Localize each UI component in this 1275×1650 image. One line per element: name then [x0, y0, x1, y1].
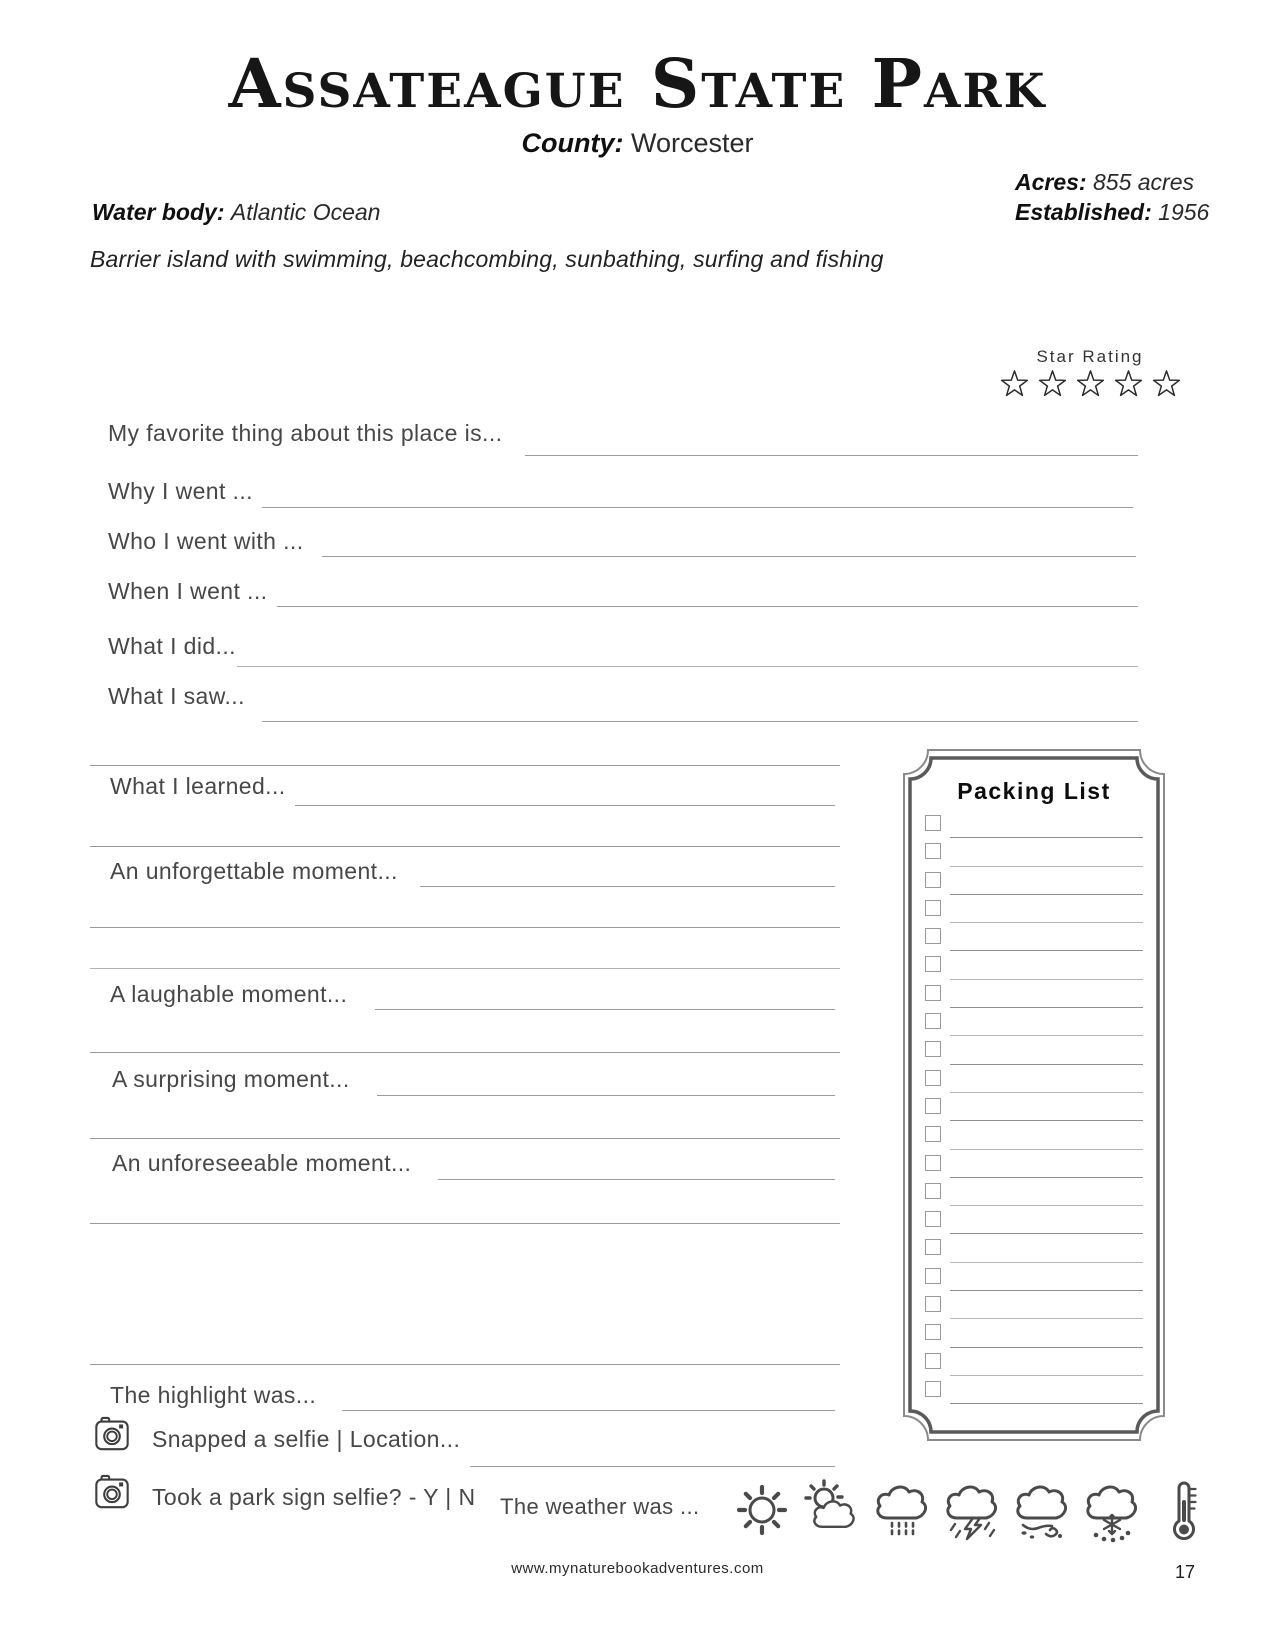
packing-list-row — [925, 1321, 1143, 1349]
packing-list-row — [925, 1208, 1143, 1236]
weather-label: The weather was ... — [500, 1494, 700, 1519]
prompt-unforeseeable: An unforeseeable moment... — [112, 1150, 412, 1176]
packing-list-row — [925, 1067, 1143, 1095]
packing-checkbox[interactable] — [925, 1268, 941, 1284]
star-icon[interactable] — [999, 368, 1030, 404]
packing-list-row — [925, 925, 1143, 953]
packing-item-line[interactable] — [950, 866, 1143, 867]
writing-line-when[interactable] — [277, 606, 1138, 607]
packing-checkbox[interactable] — [925, 1155, 941, 1171]
packing-item-line[interactable] — [950, 950, 1143, 951]
packing-checkbox[interactable] — [925, 1098, 941, 1114]
packing-item-line[interactable] — [950, 1290, 1143, 1291]
acres-value: 855 acres — [1093, 169, 1195, 195]
prompt-laughable: A laughable moment... — [110, 981, 348, 1007]
section-divider — [90, 846, 840, 847]
thermometer-icon[interactable] — [1152, 1478, 1216, 1549]
packing-list-row — [925, 869, 1143, 897]
writing-line-learned[interactable] — [295, 805, 835, 806]
packing-checkbox[interactable] — [925, 1296, 941, 1312]
prompt-saw: What I saw... — [108, 683, 245, 709]
packing-checkbox[interactable] — [925, 1126, 941, 1142]
section-divider — [90, 1052, 840, 1053]
packing-list-row — [925, 1152, 1143, 1180]
selfie-snapped-label: Snapped a selfie | Location... — [152, 1426, 461, 1452]
star-icon[interactable] — [1037, 368, 1068, 404]
acres-row — [1015, 166, 1194, 199]
rain-icon[interactable] — [870, 1478, 934, 1549]
packing-item-line[interactable] — [950, 1007, 1143, 1008]
writing-line-laughable[interactable] — [375, 1009, 835, 1010]
packing-item-line[interactable] — [950, 1403, 1143, 1404]
county-row — [0, 128, 1275, 159]
packing-list-row — [925, 1123, 1143, 1151]
packing-list-row — [925, 897, 1143, 925]
star-rating-label: Star Rating — [1036, 347, 1144, 366]
packing-checkbox[interactable] — [925, 815, 941, 831]
partly-cloudy-icon[interactable] — [800, 1478, 864, 1549]
packing-list-row — [925, 812, 1143, 840]
wind-icon[interactable] — [1010, 1478, 1074, 1549]
packing-item-line[interactable] — [950, 922, 1143, 923]
packing-list — [925, 812, 1143, 1406]
packing-item-line[interactable] — [950, 837, 1143, 838]
packing-list-row — [925, 1378, 1143, 1406]
packing-item-line[interactable] — [950, 1149, 1143, 1150]
packing-item-line[interactable] — [950, 1205, 1143, 1206]
park-description: Barrier island with swimming, beachcombing, sunbathing, surfing and fishing — [90, 246, 884, 272]
packing-list-row — [925, 1038, 1143, 1066]
packing-list-title: Packing List — [957, 778, 1111, 804]
packing-checkbox[interactable] — [925, 843, 941, 859]
star-rating — [940, 368, 1240, 404]
writing-line-selfie-location[interactable] — [470, 1466, 835, 1467]
prompt-when: When I went ... — [108, 578, 268, 604]
packing-item-line[interactable] — [950, 1262, 1143, 1263]
packing-item-line[interactable] — [950, 979, 1143, 980]
packing-checkbox[interactable] — [925, 985, 941, 1001]
star-icon[interactable] — [1113, 368, 1144, 404]
packing-list-row — [925, 953, 1143, 981]
selfie-park-sign-label: Took a park sign selfie? - Y | N — [152, 1484, 476, 1510]
writing-line-unforgettable[interactable] — [420, 886, 835, 887]
established-label: Established: — [1015, 199, 1152, 225]
page-number: 17 — [1174, 1562, 1195, 1582]
packing-checkbox[interactable] — [925, 1239, 941, 1255]
acres-label: Acres: — [1015, 169, 1087, 195]
prompt-highlight: The highlight was... — [110, 1382, 317, 1408]
packing-item-line[interactable] — [950, 1064, 1143, 1065]
writing-line-who[interactable] — [322, 556, 1136, 557]
county-value: Worcester — [630, 128, 754, 158]
prompt-learned: What I learned... — [110, 773, 286, 799]
writing-line-why[interactable] — [262, 507, 1133, 508]
prompt-who: Who I went with ... — [108, 528, 304, 554]
section-divider — [90, 1223, 840, 1224]
packing-checkbox[interactable] — [925, 1183, 941, 1199]
section-divider — [90, 1364, 840, 1365]
packing-item-line[interactable] — [950, 1318, 1143, 1319]
packing-list-row — [925, 1095, 1143, 1123]
water-body-label: Water body: — [92, 199, 225, 225]
writing-line-unforeseeable[interactable] — [438, 1179, 835, 1180]
star-icon[interactable] — [1075, 368, 1106, 404]
packing-item-line[interactable] — [950, 1177, 1143, 1178]
writing-line-favorite[interactable] — [525, 455, 1138, 456]
packing-checkbox[interactable] — [925, 872, 941, 888]
packing-list-row — [925, 840, 1143, 868]
prompt-favorite: My favorite thing about this place is... — [108, 420, 503, 446]
packing-checkbox[interactable] — [925, 1324, 941, 1340]
camera-icon — [93, 1472, 131, 1515]
camera-icon — [93, 1414, 131, 1457]
packing-checkbox[interactable] — [925, 956, 941, 972]
water-body-value: Atlantic Ocean — [230, 199, 381, 225]
packing-list-row — [925, 1293, 1143, 1321]
snow-icon[interactable] — [1080, 1478, 1144, 1549]
packing-list-row — [925, 982, 1143, 1010]
thunderstorm-icon[interactable] — [940, 1478, 1004, 1549]
packing-item-line[interactable] — [950, 1120, 1143, 1121]
packing-checkbox[interactable] — [925, 1353, 941, 1369]
packing-list-row — [925, 1265, 1143, 1293]
packing-item-line[interactable] — [950, 1092, 1143, 1093]
section-divider — [90, 765, 840, 766]
sun-icon[interactable] — [730, 1478, 794, 1549]
established-row — [1015, 196, 1209, 229]
writing-line-extra[interactable] — [90, 927, 840, 928]
footer-website: www.mynaturebookadventures.com — [511, 1560, 764, 1577]
packing-checkbox[interactable] — [925, 1070, 941, 1086]
packing-checkbox[interactable] — [925, 1013, 941, 1029]
writing-line-surprising[interactable] — [377, 1095, 835, 1096]
section-divider — [90, 1138, 840, 1139]
county-label: County: — [521, 128, 624, 158]
packing-list-row — [925, 1010, 1143, 1038]
page-title: Assateague State Park — [228, 44, 1047, 123]
writing-line-did[interactable] — [237, 666, 1138, 667]
prompt-did: What I did... — [108, 633, 236, 659]
writing-line-saw[interactable] — [262, 721, 1138, 722]
star-icon[interactable] — [1151, 368, 1182, 404]
packing-list-row — [925, 1350, 1143, 1378]
section-divider — [90, 968, 840, 969]
prompt-unforgettable: An unforgettable moment... — [110, 858, 398, 884]
prompt-surprising: A surprising moment... — [112, 1066, 350, 1092]
packing-item-line[interactable] — [950, 1375, 1143, 1376]
packing-item-line[interactable] — [950, 1035, 1143, 1036]
weather-icon-row — [700, 1478, 1200, 1548]
packing-item-line[interactable] — [950, 1233, 1143, 1234]
packing-list-row — [925, 1236, 1143, 1264]
packing-checkbox[interactable] — [925, 928, 941, 944]
packing-checkbox[interactable] — [925, 900, 941, 916]
established-value: 1956 — [1158, 199, 1210, 225]
packing-item-line[interactable] — [950, 894, 1143, 895]
packing-checkbox[interactable] — [925, 1381, 941, 1397]
packing-checkbox[interactable] — [925, 1211, 941, 1227]
packing-list-row — [925, 1180, 1143, 1208]
packing-item-line[interactable] — [950, 1347, 1143, 1348]
writing-line-highlight[interactable] — [342, 1410, 835, 1411]
packing-checkbox[interactable] — [925, 1041, 941, 1057]
prompt-why: Why I went ... — [108, 478, 253, 504]
water-body-row — [92, 196, 380, 229]
